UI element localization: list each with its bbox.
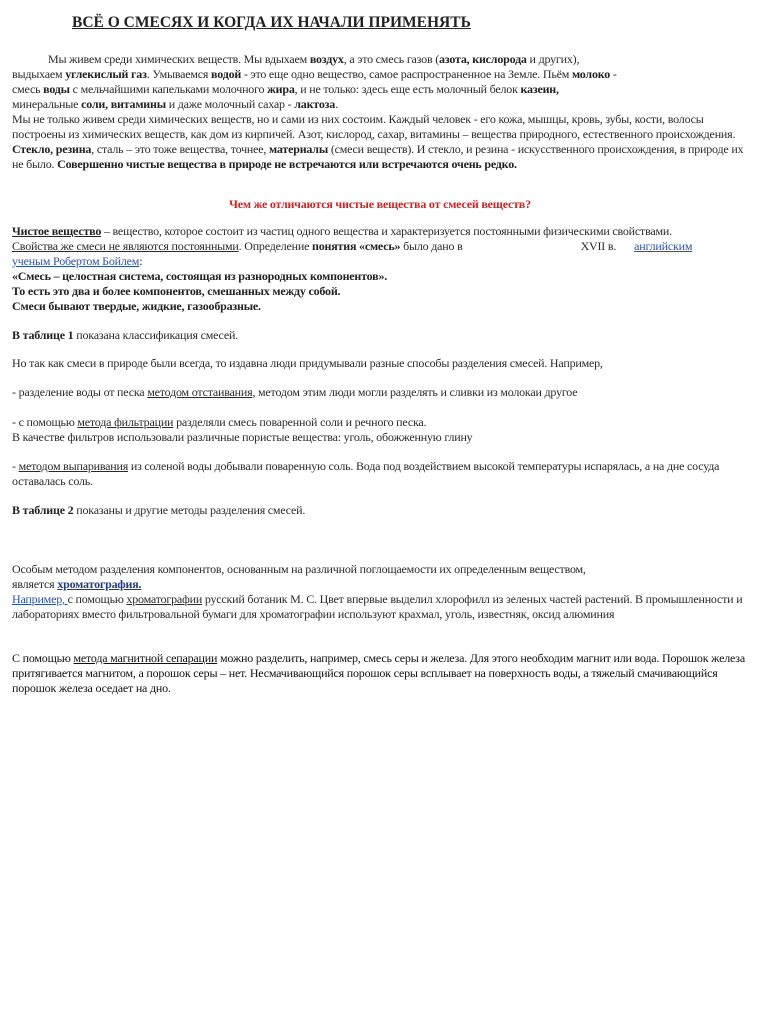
intro-text: и даже молочный сахар - [165,97,295,111]
table1-reference [12,328,748,343]
intro-text: с мельчайшими капельками молочного [69,82,268,96]
term-milk: молоко [571,67,611,81]
term-filtration: метода фильтрации [77,415,174,429]
magnetic-text: С помощью [12,651,74,665]
term-air: воздух [309,52,344,66]
intro-text: . Умываемся [146,67,212,81]
boyle-quote: «Смесь – целостная система, состоящая из разнородных компонентов». [12,269,388,283]
intro-text: - это еще одно вещество, самое распространенное на Земле. Пьём [241,67,572,81]
definition-text: . Определение [238,239,313,253]
table2-label: В таблице 2 [12,503,74,517]
intro-text: выдыхаем [12,67,66,81]
settling-method [12,385,748,400]
term-water: воды [43,82,70,96]
page-title: ВСЁ О СМЕСЯХ И КОГДА ИХ НАЧАЛИ ПРИМЕНЯТЬ [72,14,471,31]
intro-text: Мы не только живем среди химических веществ, но и сами из них состоим. Каждый человек - его кожа, мышцы, кровь, зубы, кости, волосы построены из химических веществ, как дом из кирпичей. Азот, кислород, сахар, витамины – вещества природного, естественного происхождения. [12,112,736,141]
magnetic-paragraph [12,651,748,696]
mixture-properties-text: Свойства же смеси не являются постоянными [12,239,239,253]
chromatography-text: русский ботаник М. С. Цвет впервые выделил хлорофилл из зеленых частей растений. В промышленности и лабораториях вместо фильтровальной бумаги для хроматографии используют крахмал, уголь, известняк, оксид алюминия [12,592,743,621]
intro-text: (смеси веществ). И стекло, и резина - искусственного происхождения, в природе их не было. [12,142,744,171]
intro-text: минеральные [12,97,82,111]
term-co2: углекислый газ [65,67,147,81]
link-english[interactable]: английским [634,239,693,253]
term-lactose: лактоза [294,97,336,111]
settling-text: - разделение воды от песка [12,385,148,399]
filtration-method [12,415,748,445]
table1-label: В таблице 1 [12,328,74,342]
term-chromatography: хроматографии [126,592,203,606]
evaporation-method [12,459,748,489]
link-robert-boyle[interactable]: ученым Робертом Бойлем [12,254,140,268]
chromatography-text: Особым методом разделения компонентов, основанным на различной поглощаемости их определенным веществом, [12,562,586,576]
intro-text: - [610,67,617,81]
link-chromatography[interactable]: хроматография. [57,577,142,591]
term-magnetic-separation: метода магнитной сепарации [73,651,218,665]
mixture-types: Смеси бывают твердые, жидкие, газообразные. [12,299,261,313]
intro-text: , и не только: здесь еще есть молочный белок [294,82,521,96]
term-nitrogen-oxygen: азота, кислорода [439,52,527,66]
table2-text: показаны и другие методы разделения смесей. [73,503,306,517]
table2-reference [12,503,748,518]
mixture-explanation: То есть это два и более компонентов, смешанных между собой. [12,284,341,298]
term-water: водой [211,67,242,81]
section-question: Чем же отличаются чистые вещества от смесей веществ? [229,197,531,211]
chromatography-text: с помощью [67,592,127,606]
chromatography-text: является [12,577,58,591]
settling-text: , методом этим люди могли разделять и сливки из молокаи другое [252,385,578,399]
key-statement: Совершенно чистые вещества в природе не встречаются или встречаются очень редко. [57,157,517,171]
century-text: XVII в. [580,239,617,253]
intro-text: и других), [526,52,580,66]
term-salts-vitamins: соли, витамины [81,97,166,111]
term-mixture-concept: понятия «смесь» [312,239,401,253]
definition-text: – вещество, которое состоит из частиц одного вещества и характеризуется постоянными физическими свойствами. [101,224,672,238]
methods-intro: Но так как смеси в природе были всегда, то издавна люди придумывали разные способы разделения смесей. Например, [12,356,603,370]
intro-text: . [335,97,338,111]
evaporation-text: из соленой воды добывали поваренную соль. Вода под воздействием высокой температуры испарялась, а на дне сосуда оставалась соль. [12,459,720,488]
magnetic-text: можно разделить, например, смесь серы и железа. Для этого необходим магнит или вода. Порошок железа притягивается магнитом, а порошок серы – нет. Несмачивающийся порошок серы всплывает на поверхность воды, а тяжелый смачивающийся порошок железа оседает на дно. [12,651,745,695]
intro-text: , сталь – это тоже вещества, точнее, [91,142,270,156]
term-evaporation: методом выпаривания [18,459,129,473]
intro-text: смесь [12,82,44,96]
table1-text: показана классификация смесей. [73,328,238,342]
term-glass-rubber: Стекло, резина [12,142,92,156]
filtration-note: В качестве фильтров использовали различные пористые вещества: уголь, обожженную глину [12,430,473,444]
filtration-text: разделяли смесь поваренной соли и речного песка. [173,415,427,429]
evaporation-text: - [12,459,19,473]
intro-paragraph [12,52,748,172]
intro-text: , а это смесь газов ( [343,52,440,66]
term-materials: материалы [269,142,329,156]
definition-paragraph [12,224,748,314]
link-for-example[interactable]: Например, [12,592,68,606]
definition-text: : [139,254,143,268]
chromatography-paragraph [12,562,748,622]
term-casein: казеин, [520,82,559,96]
term-fat: жира [267,82,295,96]
term-settling: методом отстаивания [147,385,253,399]
definition-text: было дано в [400,239,463,253]
intro-text: Мы живем среди химических веществ. Мы вдыхаем [48,52,310,66]
term-pure-substance: Чистое вещество [12,224,102,238]
filtration-text: - с помощью [12,415,78,429]
